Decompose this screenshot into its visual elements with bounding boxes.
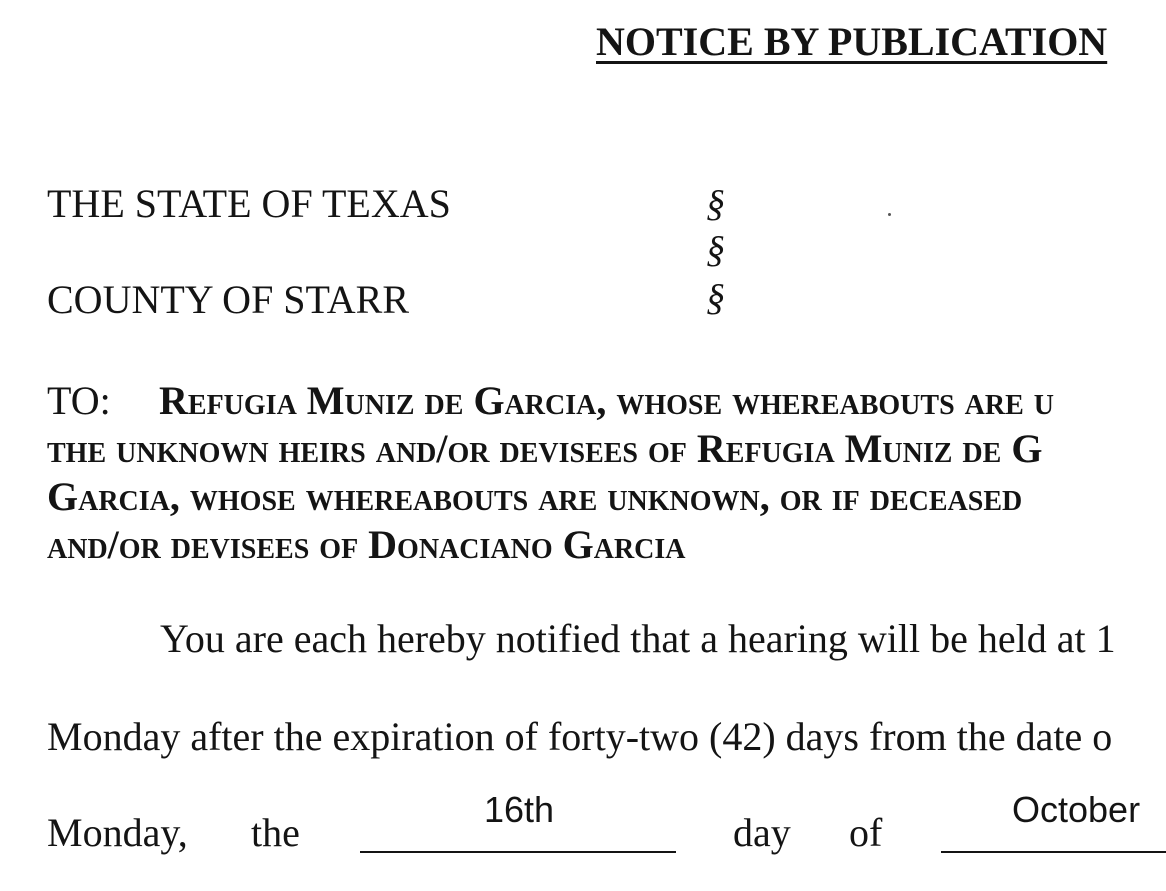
- date-the: the: [251, 810, 300, 855]
- month-blank-line: [941, 851, 1166, 853]
- date-prefix: Monday,: [47, 810, 188, 855]
- addressee-line-2: the unknown heirs and/or devisees of Refugia Muniz de G: [47, 426, 1043, 471]
- addressee-line-1: [47, 377, 1054, 424]
- addressee-text-1: Refugia Muniz de Garcia, whose whereabouts are u: [159, 378, 1054, 423]
- caption-state: THE STATE OF TEXAS: [47, 181, 451, 226]
- day-blank-line: [360, 851, 676, 853]
- addressee-line-3: Garcia, whose whereabouts are unknown, or if deceased: [47, 474, 1023, 519]
- caption-county: COUNTY OF STARR: [47, 277, 410, 322]
- paragraph-2: Monday after the expiration of forty-two (42) days from the date o: [47, 714, 1113, 759]
- document-title: NOTICE BY PUBLICATION: [596, 19, 1108, 64]
- month-fill-value: October: [1012, 789, 1141, 830]
- addressee-line-4: and/or devisees of Donaciano Garcia: [47, 522, 686, 567]
- section-symbol-1: §: [706, 183, 725, 225]
- day-fill-value: 16th: [483, 789, 555, 830]
- date-day-word: day: [733, 810, 791, 855]
- section-symbol-2: §: [706, 229, 725, 271]
- section-symbol-3: §: [706, 277, 725, 319]
- addressee-label: TO:: [47, 378, 111, 423]
- scan-speck: [888, 213, 891, 216]
- date-of-word: of: [849, 810, 883, 855]
- paragraph-1: You are each hereby notified that a hearing will be held at 1: [160, 616, 1116, 661]
